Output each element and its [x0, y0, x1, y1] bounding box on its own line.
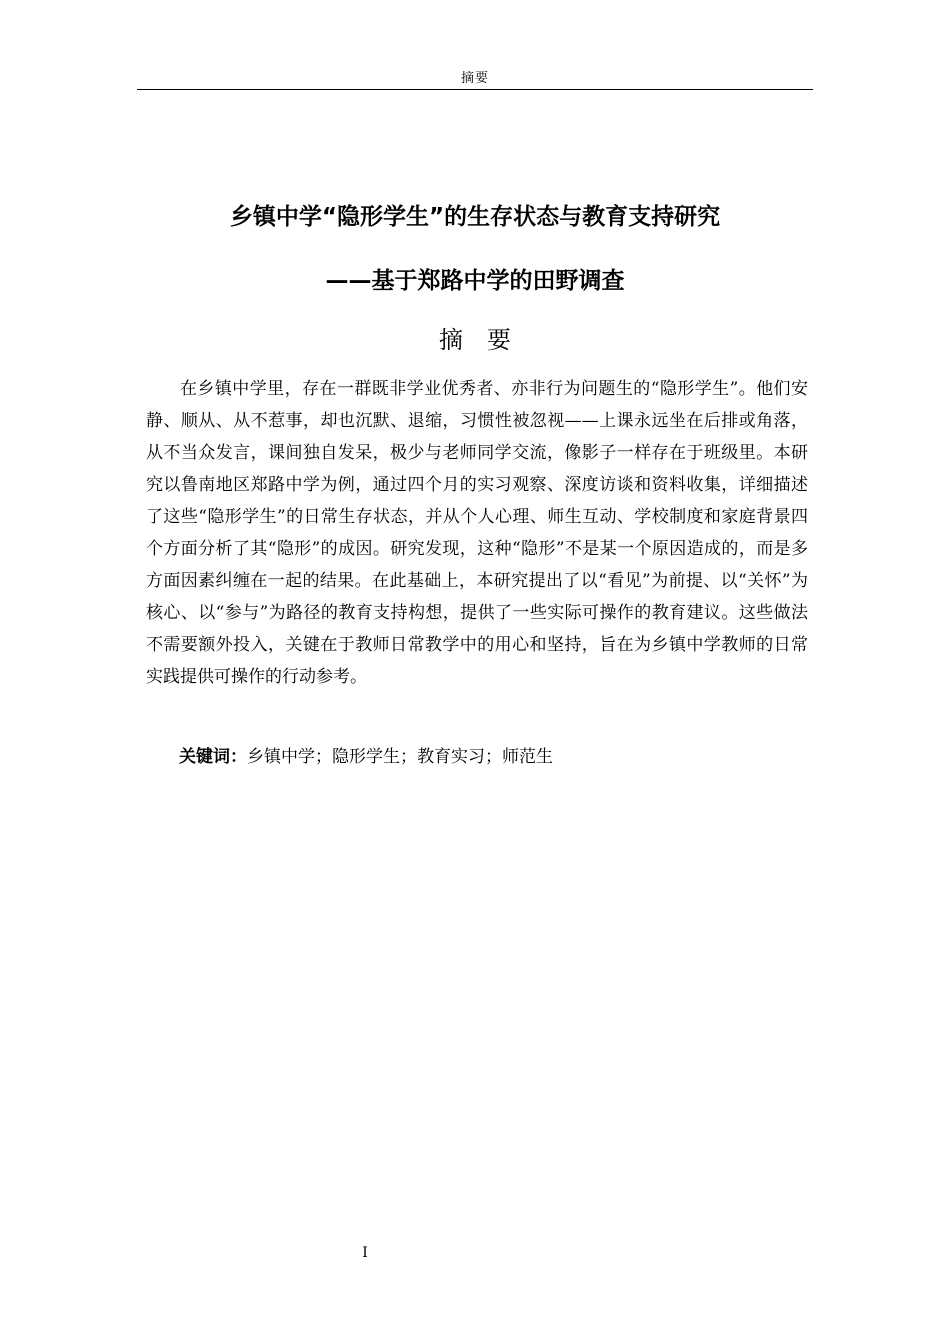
keywords-text: 乡镇中学；隐形学生；教育实习；师范生 — [247, 747, 553, 767]
abstract-heading: 摘要 — [439, 326, 535, 354]
header-divider — [137, 89, 813, 90]
thesis-title: 乡镇中学“隐形学生”的生存状态与教育支持研究 — [229, 204, 721, 230]
page-number: I — [362, 1245, 368, 1261]
keywords-line — [179, 741, 819, 773]
thesis-subtitle: ——基于郑路中学的田野调查 — [325, 268, 625, 294]
running-header: 摘要 — [460, 71, 489, 86]
keywords-label: 关键词： — [179, 747, 247, 767]
abstract-body: 在乡镇中学里，存在一群既非学业优秀者、亦非行为问题生的“隐形学生”。他们安静、顺从、从不惹事，却也沉默、退缩，习惯性被忽视——上课永远坐在后排或角落，从不当众发言，课间独自发呆，极少与老师同学交流，像影子一样存在于班级里。本研究以鲁南地区郑路中学为例，通过四个月的实习观察、深度访谈和资料收集，详细描述了这些“隐形学生”的日常生存状态，并从个人心理、师生互动、学校制度和家庭背景四个方面分析了其“隐形”的成因。研究发现，这种“隐形”不是某一个原因造成的，而是多方面因素纠缠在一起的结果。在此基础上，本研究提出了以“看见”为前提、以“关怀”为核心、以“参与”为路径的教育支持构想，提供了一些实际可操作的教育建议。这些做法不需要额外投入，关键在于教师日常教学中的用心和坚持，旨在为乡镇中学教师的日常实践提供可操作的行动参考。 — [146, 379, 808, 687]
